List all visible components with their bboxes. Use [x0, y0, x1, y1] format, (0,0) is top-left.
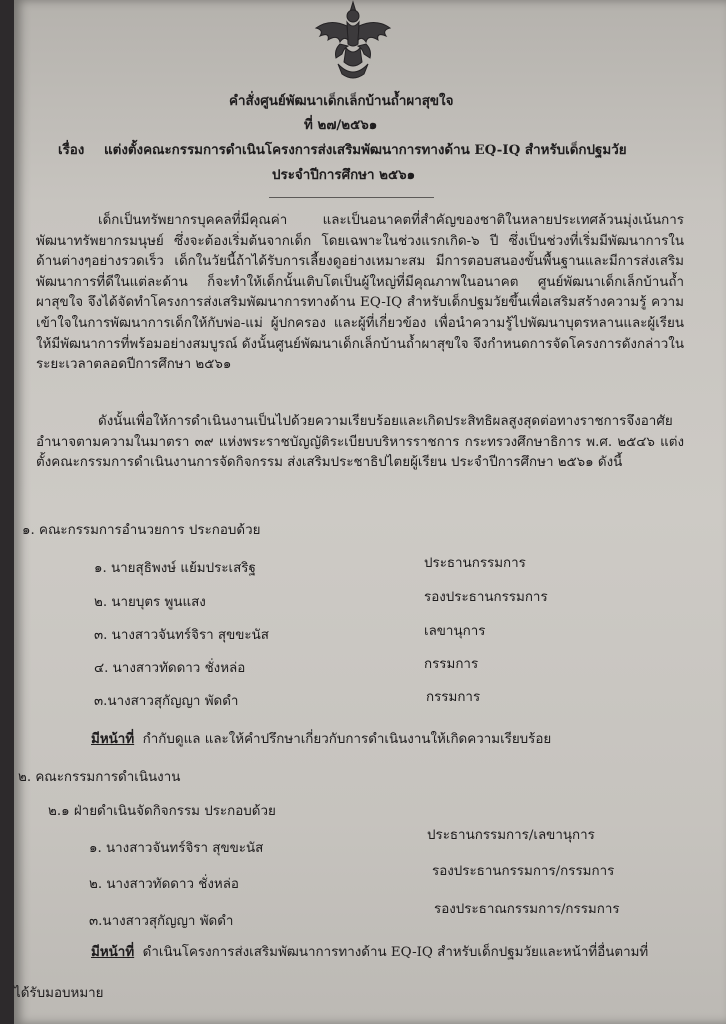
- garuda-emblem-icon: [294, 0, 412, 82]
- paragraph-intro-text: เด็กเป็นทรัพยากรบุคคลที่มีคุณค่า และเป็นอนาคตที่สำคัญของชาติในหลายประเทศล้วนมุ่งเน้นการพัฒนาทรัพยากรมนุษย์ ซึ่งจะต้องเริ่มต้นจากเด็ก โดยเฉพาะในช่วงแรกเกิด-๖ ปี ซึ่งเป็นช่วงที่เริ่มมีพัฒนาการในด้านต่างๆอย่างรวดเร็ว เด็กในวัยนี้ถ้าได้รับการเลี้ยงดูอย่างเหมาะสม มีการตอบสนองขั้นพื้นฐานและมีการส่งเสริมพัฒนาการที่ดีในแต่ละด้าน ก็จะทำให้เด็กนั้นเติบโตเป็นผู้ใหญ่ที่มีคุณภาพในอนาคต ศูนย์พัฒนาเด็กเล็กบ้านถ้ำผาสุขใจ จึงได้จัดทำโครงการส่งเสริมพัฒนาการทางด้าน EQ-IQ สำหรับเด็กปฐมวัยขึ้นเพื่อเสริมสร้างความรู้ ความเข้าใจในการพัฒนาการเด็กให้กับพ่อ-แม่ ผู้ปกครอง และผู้ที่เกี่ยวข้อง เพื่อนำความรู้ไปพัฒนาบุตรหลานและผู้เรียนให้มีพัฒนาการที่พร้อมอย่างสมบูรณ์ ดังนั้นศูนย์พัฒนาเด็กเล็กบ้านถ้ำผาสุขใจ จึงกำหนดการจัดโครงการดังกล่าวในระยะเวลาตลอดปีการศึกษา ๒๕๖๑: [36, 213, 684, 373]
- section1-member-role: เลขานุการ: [424, 624, 486, 639]
- section1-member-role: ประธานกรรมการ: [424, 556, 526, 571]
- section2-subheading: ๒.๑ ฝ่ายดำเนินจัดกิจกรรม ประกอบด้วย: [48, 804, 276, 819]
- section2-member-role: รองประธาณกรรมการ/กรรมการ: [434, 902, 620, 917]
- section1-member-name: ๓.นางสาวสุกัญญา พัดดำ: [94, 694, 239, 709]
- section1-member-role: กรรมการ: [426, 690, 481, 705]
- paragraph-authority: [36, 412, 684, 474]
- section2-duty: [91, 944, 648, 961]
- section1-member-role: กรรมการ: [424, 657, 479, 672]
- divider-line: [269, 197, 434, 198]
- section1-member-name: ๔. นางสาวทัดดาว ชั่งหล่อ: [94, 661, 246, 676]
- paragraph-intro: [36, 211, 684, 376]
- section1-member-name: ๒. นายบุตร พูนแสง: [94, 595, 206, 610]
- section1-duty: [91, 731, 551, 748]
- section1-member-name: ๑. นายสุธิพงษ์ แย้มประเสริฐ: [94, 561, 256, 576]
- subject-line: แต่งตั้งคณะกรรมการดำเนินโครงการส่งเสริมพัฒนาการทางด้าน EQ-IQ สำหรับเด็กปฐมวัย: [104, 142, 627, 158]
- section2-heading: ๒. คณะกรรมการดำเนินงาน: [18, 770, 181, 785]
- section2-member-name: ๑. นางสาวจันทร์จิรา สุขขะนัส: [89, 841, 264, 856]
- section1-member-role: รองประธานกรรมการ: [424, 590, 548, 605]
- duty-text: ดำเนินโครงการส่งเสริมพัฒนาการทางด้าน EQ-IQ สำหรับเด็กปฐมวัยและหน้าที่อื่นตามที่: [142, 945, 649, 960]
- section2-duty-line2: ได้รับมอบหมาย: [14, 986, 104, 1001]
- document-page: [14, 0, 726, 1024]
- section2-member-name: ๒. นางสาวทัดดาว ชั่งหล่อ: [89, 877, 239, 892]
- duty-text: กำกับดูแล และให้คำปรึกษาเกี่ยวกับการดำเนินงานให้เกิดความเรียบร้อย: [142, 732, 552, 747]
- section2-member-name: ๓.นางสาวสุกัญญา พัดดำ: [89, 914, 234, 929]
- order-number: ที่ ๒๗/๒๕๖๑: [304, 117, 378, 133]
- section2-member-role: ประธานกรรมการ/เลขานุการ: [427, 828, 595, 843]
- section1-heading: ๑. คณะกรรมการอำนวยการ ประกอบด้วย: [22, 523, 261, 538]
- paragraph-authority-text: ดังนั้นเพื่อให้การดำเนินงานเป็นไปด้วยความเรียบร้อยและเกิดประสิทธิผลสูงสุดต่อทางราชการจึงอาศัยอำนาจตามความในมาตรา ๓๙ แห่งพระราชบัญญัติระเบียบบริหารราชการ กระทรวงศึกษาธิการ พ.ศ. ๒๕๔๖ แต่งตั้งคณะกรรมการดำเนินงานการจัดกิจกรรม ส่งเสริมประชาธิปไตยผู้เรียน ประจำปีการศึกษา ๒๕๖๑ ดังนี้: [36, 414, 684, 471]
- section2-member-role: รองประธานกรรมการ/กรรมการ: [432, 864, 615, 879]
- subject-label: เรื่อง: [58, 142, 85, 158]
- duty-label: มีหน้าที่: [91, 944, 135, 960]
- section1-member-name: ๓. นางสาวจันทร์จิรา สุขขะนัส: [94, 628, 269, 643]
- order-title: คำสั่งศูนย์พัฒนาเด็กเล็กบ้านถ้ำผาสุขใจ: [229, 93, 454, 109]
- subject-line-2: ประจำปีการศึกษา ๒๕๖๑: [272, 167, 416, 183]
- duty-label: มีหน้าที่: [91, 731, 135, 747]
